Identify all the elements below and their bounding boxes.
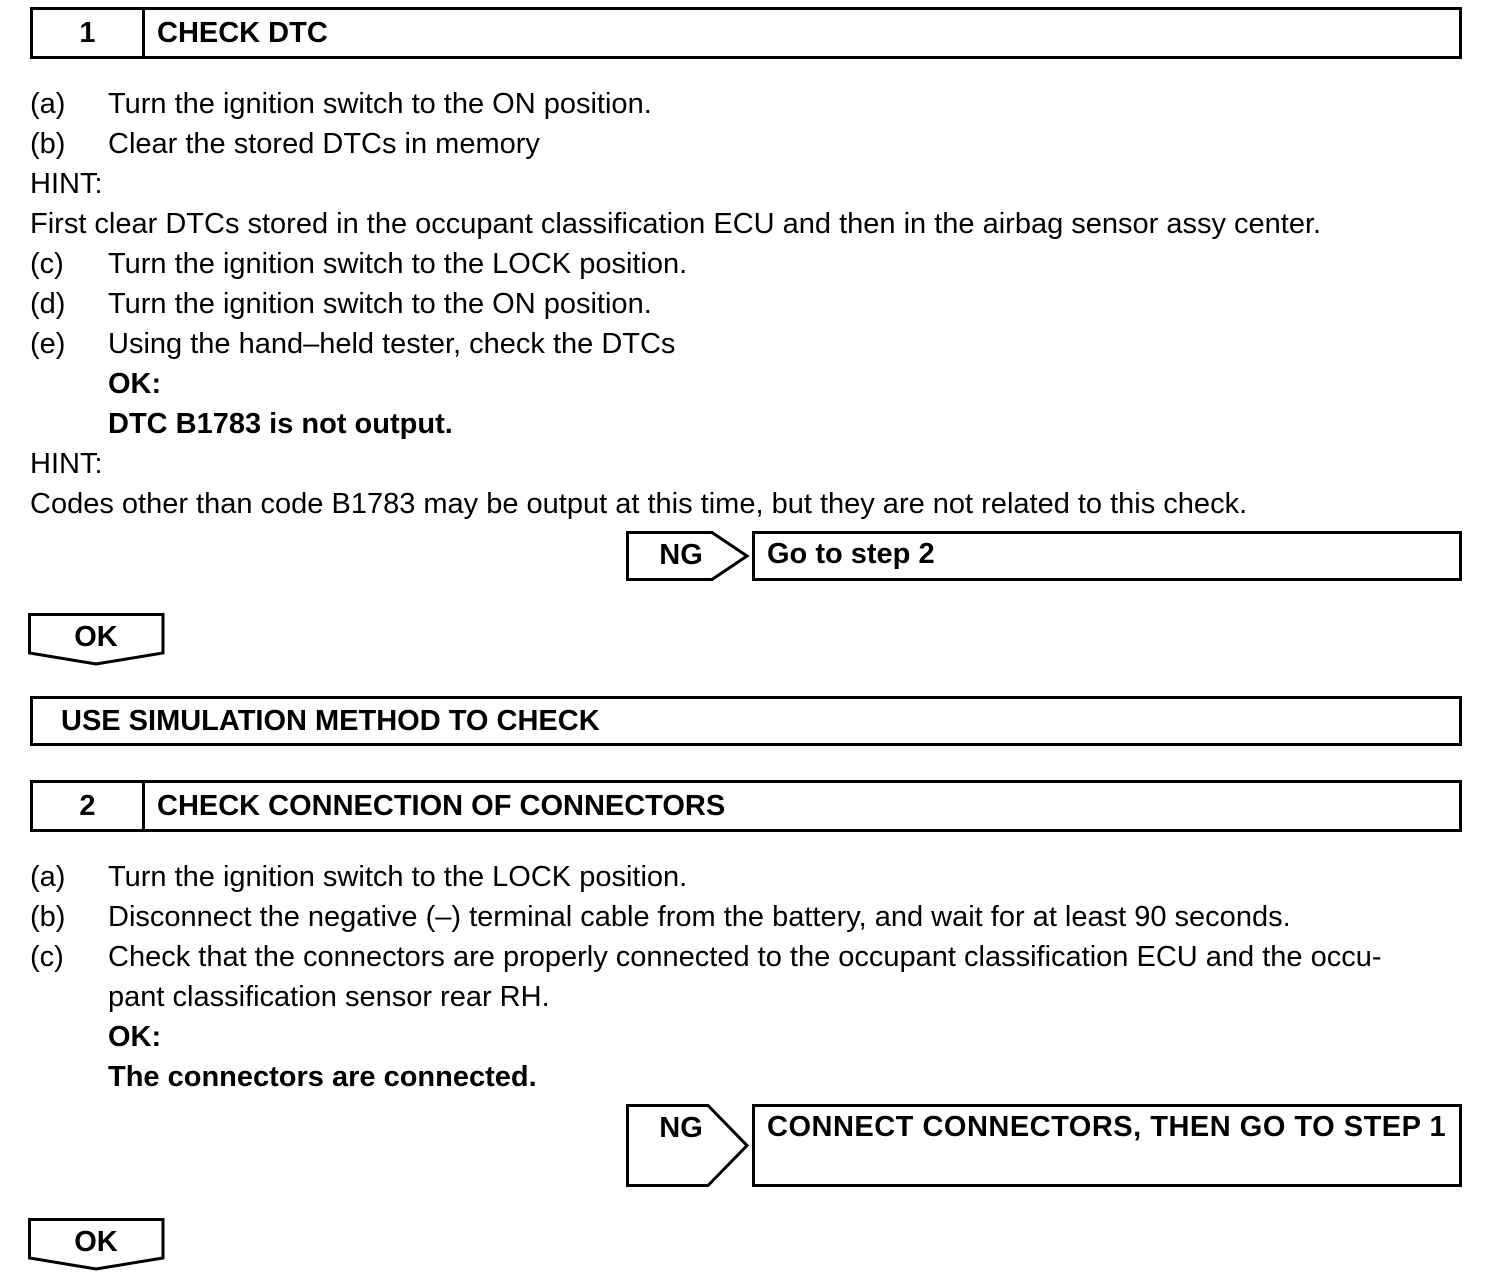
item-label: (c)	[30, 941, 64, 973]
ng-arrow	[626, 531, 750, 581]
item-text: Turn the ignition switch to the ON position.	[108, 288, 652, 320]
ok-arrow	[28, 1218, 168, 1272]
item-text: Clear the stored DTCs in memory	[108, 128, 540, 160]
item-text: Turn the ignition switch to the LOCK position.	[108, 248, 688, 280]
item-text: Check that the connectors are properly connected to the occupant classification ECU and the occu-	[108, 941, 1382, 973]
hint-text: First clear DTCs stored in the occupant classification ECU and then in the airbag sensor assy center.	[30, 208, 1322, 240]
item-label: (c)	[30, 248, 64, 280]
simulation-method-box	[30, 696, 1462, 746]
item-label: (d)	[30, 288, 66, 320]
hint-text: Codes other than code B1783 may be output at this time, but they are not related to this check.	[30, 488, 1248, 520]
step-2-header	[30, 780, 1462, 832]
step-1-item-e	[30, 324, 675, 364]
step-1-item-b	[30, 124, 540, 164]
item-text: Turn the ignition switch to the ON position.	[108, 88, 652, 120]
ng-label: NG	[659, 1112, 703, 1144]
ok-criteria-text: DTC B1783 is not output.	[108, 408, 453, 440]
step-1-item-d	[30, 284, 652, 324]
step-2-item-c-continued: pant classification sensor rear RH.	[108, 981, 550, 1013]
step-1-header	[30, 7, 1462, 59]
item-text: Turn the ignition switch to the LOCK position.	[108, 861, 688, 893]
ng-result-text: CONNECT CONNECTORS, THEN GO TO STEP 1	[767, 1111, 1447, 1143]
item-label: (b)	[30, 128, 66, 160]
step-2-item-b	[30, 897, 1291, 937]
simulation-method-text: USE SIMULATION METHOD TO CHECK	[61, 704, 600, 737]
step-1-item-a	[30, 84, 652, 124]
step-number: 2	[33, 783, 145, 829]
step-number: 1	[33, 10, 145, 56]
hint-label: HINT:	[30, 168, 103, 200]
ng-result-box	[752, 531, 1462, 581]
step-2-item-a	[30, 857, 687, 897]
step-2-item-c	[30, 937, 1382, 977]
ng-result-text: Go to step 2	[767, 538, 935, 570]
step-title: CHECK DTC	[157, 16, 328, 49]
step-1-item-c	[30, 244, 687, 284]
ok-label: OK	[74, 621, 118, 653]
ng-result-box	[752, 1104, 1462, 1187]
item-label: (b)	[30, 901, 66, 933]
item-label: (a)	[30, 861, 66, 893]
step-title: CHECK CONNECTION OF CONNECTORS	[157, 789, 726, 822]
item-text: Using the hand–held tester, check the DTCs	[108, 328, 676, 360]
ok-criteria-label: OK:	[108, 1021, 162, 1053]
ok-criteria-text: The connectors are connected.	[108, 1061, 537, 1093]
ok-label: OK	[74, 1226, 118, 1258]
ng-label: NG	[659, 539, 703, 571]
item-label: (a)	[30, 88, 66, 120]
ng-arrow	[626, 1104, 750, 1187]
item-label: (e)	[30, 328, 66, 360]
ok-criteria-label: OK:	[108, 368, 162, 400]
ok-arrow	[28, 613, 168, 667]
hint-label: HINT:	[30, 448, 103, 480]
item-text: Disconnect the negative (–) terminal cable from the battery, and wait for at least 90 seconds.	[108, 901, 1291, 933]
